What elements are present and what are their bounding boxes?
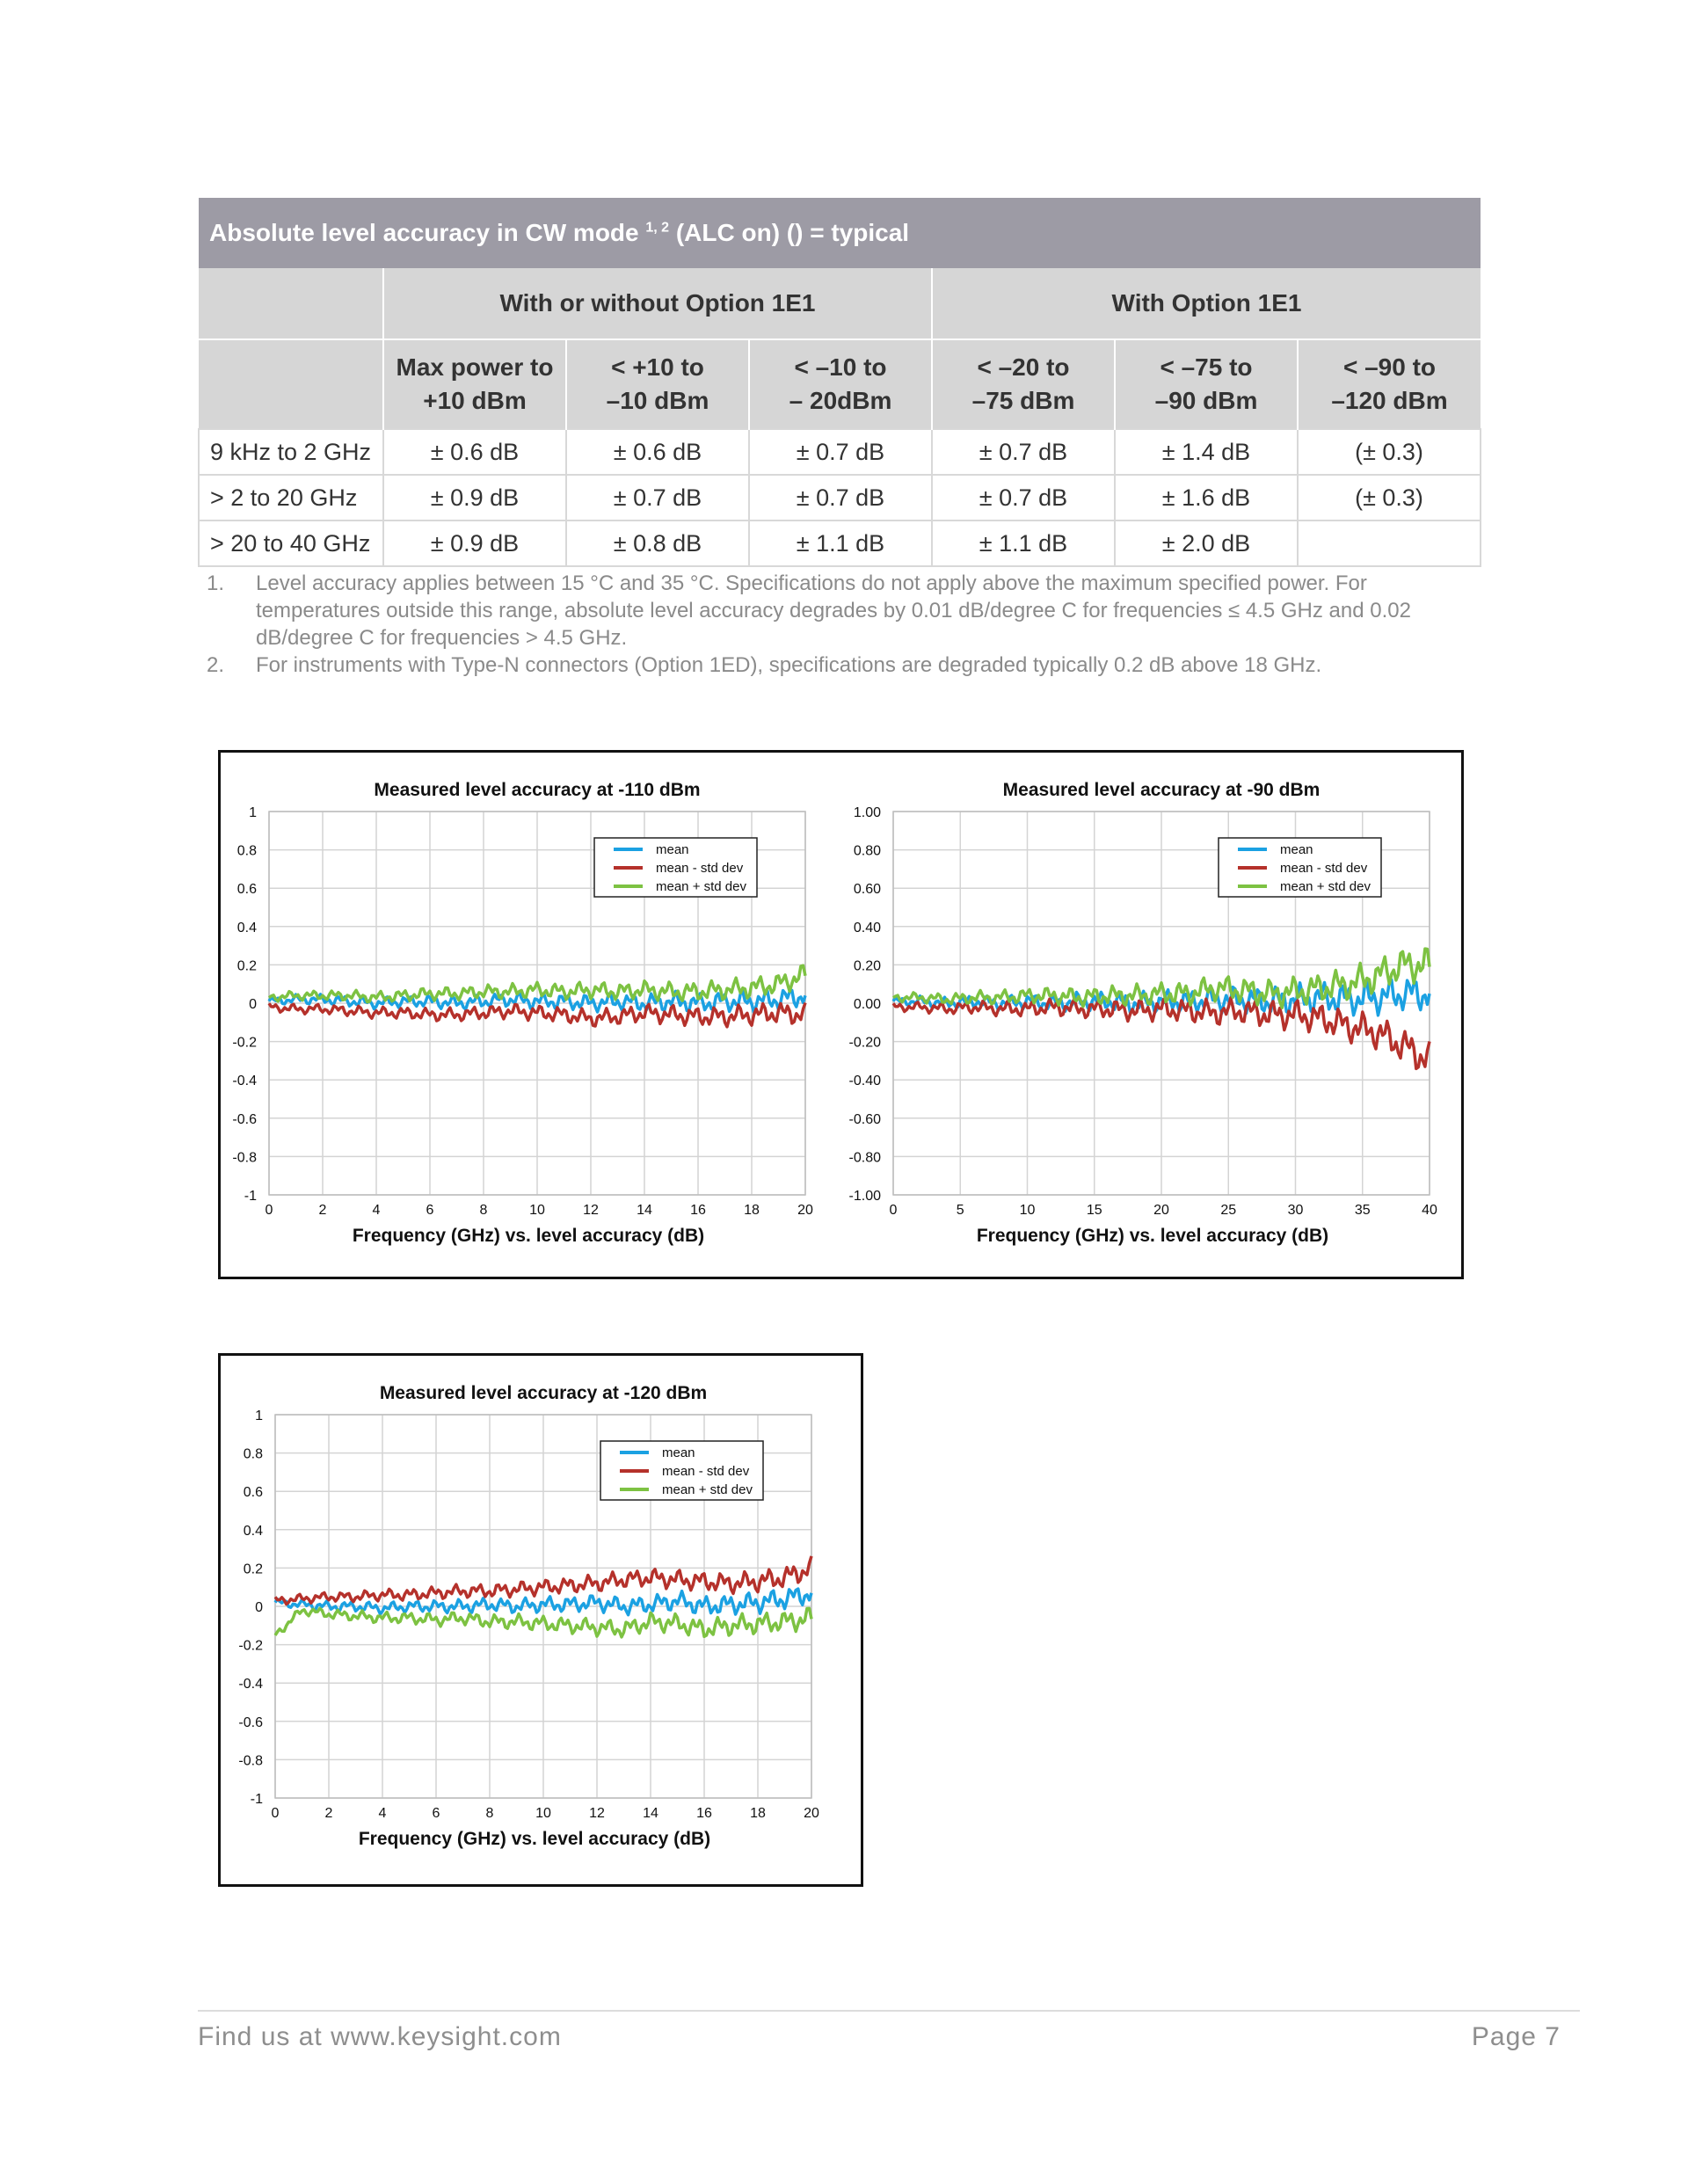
y-tick-label: -0.8 [238, 1753, 263, 1769]
group-header-without-1e1: With or without Option 1E1 [383, 268, 932, 339]
x-tick-label: 12 [583, 1203, 599, 1218]
x-tick-label: 10 [535, 1806, 551, 1821]
x-tick-label: 20 [1153, 1203, 1169, 1218]
footnotes [207, 570, 1473, 679]
table-title-row [199, 198, 1481, 268]
x-tick-label: 16 [690, 1203, 706, 1218]
x-tick-label: 14 [643, 1806, 658, 1821]
group-header-empty [199, 268, 383, 339]
y-tick-label: -0.60 [848, 1111, 881, 1127]
y-tick-label: 1.00 [853, 805, 881, 820]
x-tick-label: 0 [265, 1203, 273, 1218]
legend-label: mean [656, 842, 689, 857]
y-tick-label: 0.00 [853, 997, 881, 1012]
x-tick-label: 2 [324, 1806, 333, 1821]
x-tick-label: 20 [804, 1806, 819, 1821]
x-tick-label: 15 [1086, 1203, 1102, 1218]
x-tick-label: 10 [1019, 1203, 1036, 1218]
x-axis-label: Frequency (GHz) vs. level accuracy (dB) [358, 1829, 711, 1849]
x-tick-label: 6 [426, 1203, 434, 1218]
y-tick-label: 0.8 [236, 843, 257, 859]
column-header-empty [199, 339, 383, 429]
x-tick-label: 0 [271, 1806, 280, 1821]
table-title-suffix: (ALC on) () = typical [675, 219, 910, 246]
footer-divider [198, 2010, 1580, 2012]
table-column-row [199, 339, 1481, 429]
table-cell: ± 0.6 dB [383, 429, 566, 475]
y-tick-label: -0.2 [238, 1638, 263, 1654]
table-row [199, 429, 1481, 475]
x-tick-label: 8 [479, 1203, 488, 1218]
legend-label: mean - std dev [1280, 861, 1368, 876]
x-tick-label: 16 [696, 1806, 712, 1821]
y-tick-label: 0 [255, 1600, 263, 1615]
x-tick-label: 20 [797, 1203, 813, 1218]
x-tick-label: 4 [378, 1806, 387, 1821]
x-tick-label: 18 [750, 1806, 766, 1821]
table-cell: (± 0.3) [1298, 475, 1481, 521]
column-header: < –10 to – 20dBm [749, 339, 932, 429]
legend-label: mean + std dev [1280, 879, 1371, 894]
y-tick-label: 0.4 [243, 1523, 263, 1539]
y-tick-label: 1 [249, 805, 257, 820]
x-axis-label: Frequency (GHz) vs. level accuracy (dB) [976, 1226, 1329, 1246]
legend-label: mean - std dev [656, 861, 744, 876]
table-cell: ± 0.7 dB [749, 475, 932, 521]
footnote-text: Level accuracy applies between 15 °C and 35 °C. Specifications do not apply above the maximum specified power. For temperatures outside this range, absolute level accuracy degrades by 0.01 dB/degree C for frequencies ≤ 4.5 GHz and 0.02 dB/degree C for frequencies > 4.5 GHz. [256, 571, 1411, 650]
footnote-number: 1. [207, 571, 225, 595]
column-header: Max power to +10 dBm [383, 339, 566, 429]
table-group-row [199, 268, 1481, 339]
y-tick-label: -0.6 [238, 1714, 263, 1730]
chart-title: Measured level accuracy at -90 dBm [1002, 780, 1321, 800]
charts-svg-bottom [221, 1356, 861, 1884]
x-tick-label: 30 [1287, 1203, 1304, 1218]
x-tick-label: 6 [432, 1806, 440, 1821]
group-header-with-1e1: With Option 1E1 [932, 268, 1481, 339]
y-tick-label: 0.6 [236, 882, 257, 898]
chart-title: Measured level accuracy at -120 dBm [379, 1383, 708, 1403]
page-number: Page 7 [1471, 2022, 1561, 2051]
chart-level-accuracy-110dbm [232, 780, 813, 1246]
x-tick-label: 8 [485, 1806, 494, 1821]
y-tick-label: -0.2 [232, 1035, 257, 1051]
y-tick-label: -0.6 [232, 1111, 257, 1127]
table-cell [1298, 521, 1481, 566]
column-header: < +10 to –10 dBm [566, 339, 749, 429]
table-cell: ± 1.6 dB [1115, 475, 1298, 521]
y-tick-label: 0.40 [853, 920, 881, 935]
x-tick-label: 12 [589, 1806, 605, 1821]
table-cell: ± 0.9 dB [383, 475, 566, 521]
footnote-1 [207, 570, 1473, 652]
charts-svg-top [221, 753, 1461, 1277]
table-title [199, 198, 1481, 268]
footer-website: Find us at www.keysight.com [198, 2022, 562, 2051]
x-tick-label: 25 [1220, 1203, 1237, 1218]
y-tick-label: 0 [249, 997, 257, 1012]
chart-level-accuracy-90dbm [849, 780, 1437, 1246]
y-tick-label: -0.40 [848, 1074, 881, 1089]
table-cell: ± 0.6 dB [566, 429, 749, 475]
table-title-superscript: 1, 2 [645, 220, 670, 236]
x-tick-label: 14 [637, 1203, 652, 1218]
legend-label: mean + std dev [656, 879, 746, 894]
column-header: < –20 to –75 dBm [932, 339, 1115, 429]
y-tick-label: 0.80 [853, 843, 881, 859]
table-cell: ± 0.7 dB [749, 429, 932, 475]
y-tick-label: -1 [250, 1792, 263, 1807]
y-tick-label: 0.8 [243, 1446, 263, 1462]
y-tick-label: -0.20 [848, 1035, 881, 1051]
x-tick-label: 5 [956, 1203, 964, 1218]
x-axis-label: Frequency (GHz) vs. level accuracy (dB) [352, 1226, 705, 1246]
y-tick-label: -1.00 [848, 1189, 881, 1204]
charts-panel-top [218, 750, 1464, 1279]
y-tick-label: -0.8 [232, 1150, 257, 1166]
table-cell: ± 1.1 dB [749, 521, 932, 566]
y-tick-label: 0.4 [236, 920, 257, 935]
x-tick-label: 40 [1422, 1203, 1437, 1218]
y-tick-label: -0.80 [848, 1150, 881, 1166]
row-label: 9 kHz to 2 GHz [199, 429, 383, 475]
x-tick-label: 4 [372, 1203, 381, 1218]
table-row [199, 475, 1481, 521]
y-tick-label: 0.60 [853, 882, 881, 898]
x-tick-label: 2 [318, 1203, 327, 1218]
footnote-number: 2. [207, 653, 225, 677]
chart-title: Measured level accuracy at -110 dBm [374, 780, 701, 800]
y-tick-label: 0.20 [853, 958, 881, 974]
table-title-text: Absolute level accuracy in CW mode [209, 219, 639, 246]
table-row [199, 521, 1481, 566]
y-tick-label: 0.6 [243, 1485, 263, 1501]
column-header: < –90 to –120 dBm [1298, 339, 1481, 429]
table-cell: ± 2.0 dB [1115, 521, 1298, 566]
x-tick-label: 10 [529, 1203, 545, 1218]
table-cell: ± 1.1 dB [932, 521, 1115, 566]
row-label: > 20 to 40 GHz [199, 521, 383, 566]
x-tick-label: 35 [1354, 1203, 1371, 1218]
legend-label: mean [662, 1445, 695, 1460]
table-cell: ± 0.7 dB [932, 429, 1115, 475]
legend-label: mean + std dev [662, 1482, 753, 1497]
y-tick-label: 0.2 [236, 958, 257, 974]
y-tick-label: -1 [244, 1189, 257, 1204]
table-cell: ± 0.7 dB [566, 475, 749, 521]
legend-label: mean - std dev [662, 1464, 750, 1479]
table-cell: (± 0.3) [1298, 429, 1481, 475]
y-tick-label: -0.4 [238, 1677, 263, 1693]
table-cell: ± 0.7 dB [932, 475, 1115, 521]
table-cell: ± 1.4 dB [1115, 429, 1298, 475]
footnote-2 [207, 652, 1473, 679]
y-tick-label: -0.4 [232, 1074, 257, 1089]
x-tick-label: 0 [889, 1203, 898, 1218]
footnote-text: For instruments with Type-N connectors (Option 1ED), specifications are degraded typically 0.2 dB above 18 GHz. [256, 653, 1322, 677]
accuracy-table [198, 198, 1481, 567]
table-cell: ± 0.9 dB [383, 521, 566, 566]
row-label: > 2 to 20 GHz [199, 475, 383, 521]
x-tick-label: 18 [744, 1203, 760, 1218]
y-tick-label: 0.2 [243, 1562, 263, 1577]
chart-level-accuracy-120dbm [238, 1383, 819, 1849]
legend-label: mean [1280, 842, 1313, 857]
column-header: < –75 to –90 dBm [1115, 339, 1298, 429]
table-cell: ± 0.8 dB [566, 521, 749, 566]
charts-panel-bottom [218, 1353, 863, 1887]
y-tick-label: 1 [255, 1409, 263, 1423]
